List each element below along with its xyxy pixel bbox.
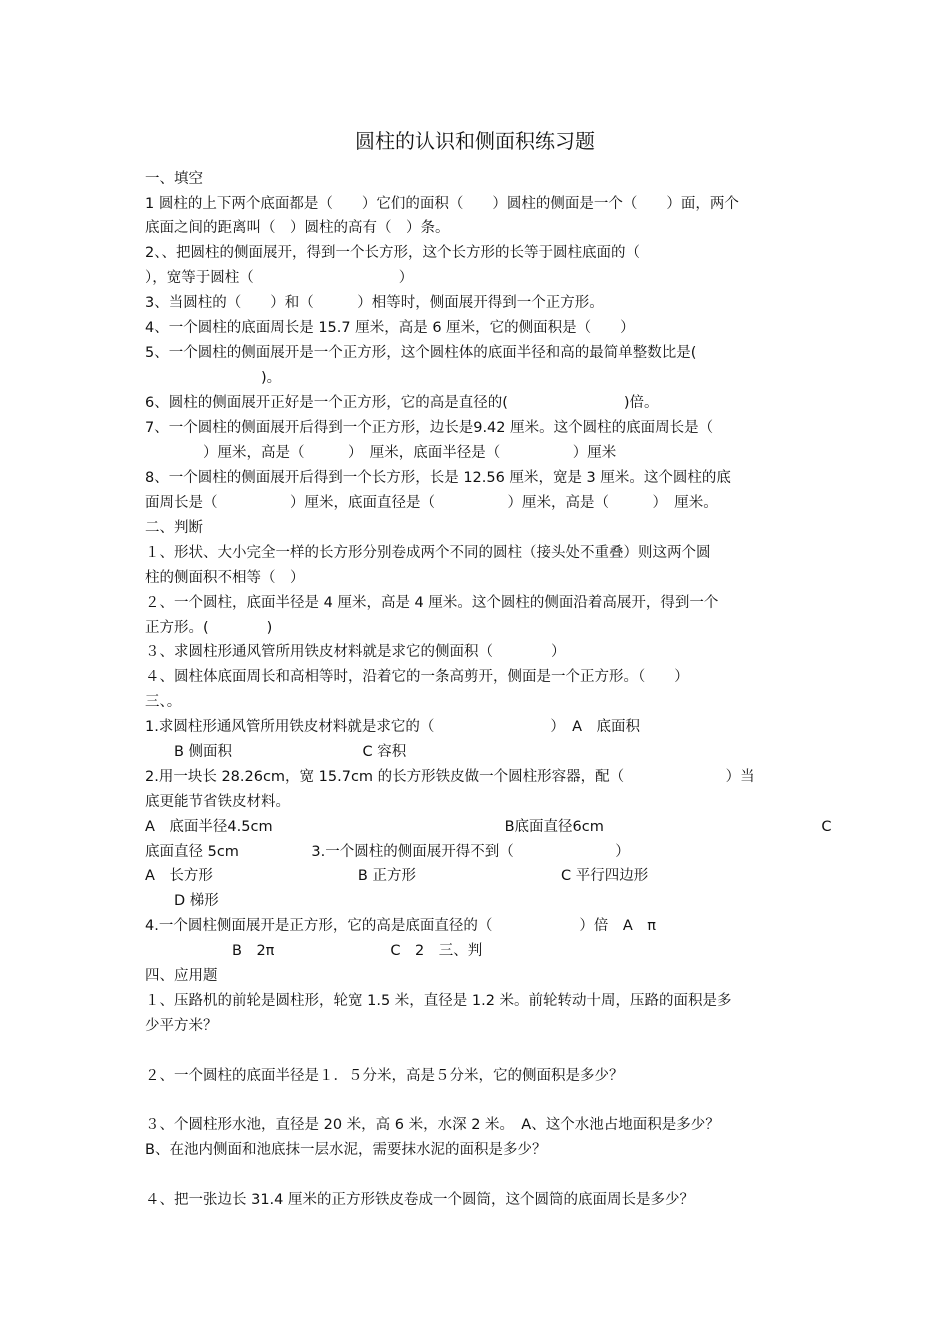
text-line: 柱的侧面积不相等（ ） (145, 570, 305, 586)
text-line: A 底面半径4.5cm B底面直径6cm C (145, 819, 832, 835)
text-line: 3、当圆柱的（ ）和（ ）相等时，侧面展开得到一个正方形。 (145, 295, 604, 311)
text-line: 6、圆柱的侧面展开正好是一个正方形，它的高是直径的( )倍。 (145, 395, 659, 411)
text-line: ４、把一张边长 31.4 厘米的正方形铁皮卷成一个圆筒，这个圆筒的底面周长是多少？ (145, 1192, 695, 1208)
text-line: 底面直径 5cm 3.一个圆柱的侧面展开得不到（ ） (145, 844, 630, 860)
text-line: 面周长是（ ）厘米，底面直径是（ ）厘米，高是（ ） 厘米。 (145, 495, 718, 511)
text-line: 1 圆柱的上下两个底面都是（ ）它们的面积（ ）圆柱的侧面是一个（ ）面，两个 (145, 196, 739, 212)
text-line: 4、一个圆柱的底面周长是 15.7 厘米，高是 6 厘米，它的侧面积是（ ） (145, 320, 635, 336)
text-line: 2.用一块长 28.26cm，宽 15.7cm 的长方形铁皮做一个圆柱形容器，配（ ）当 (145, 769, 755, 785)
text-line: 7、一个圆柱的侧面展开后得到一个正方形，边长是9.42 厘米。这个圆柱的底面周长是（ (145, 420, 714, 436)
text-line: ２、一个圆柱，底面半径是 4 厘米，高是 4 厘米。这个圆柱的侧面沿着高展开，得到一个 (145, 595, 719, 611)
text-line: 8、一个圆柱的侧面展开后得到一个长方形，长是 12.56 厘米，宽是 3 厘米。这个圆柱的底 (145, 470, 731, 486)
section-heading-choice: 三、。 (145, 694, 182, 710)
text-line: ３、求圆柱形通风管所用铁皮材料就是求它的侧面积（ ） (145, 644, 566, 660)
text-line: 1.求圆柱形通风管所用铁皮材料就是求它的（ ） A 底面积 (145, 719, 641, 735)
text-line: 底面之间的距离叫（ ）圆柱的高有（ ）条。 (145, 220, 450, 236)
text-line: B、在池内侧面和池底抹一层水泥，需要抹水泥的面积是多少？ (145, 1142, 547, 1158)
page-title: 圆柱的认识和侧面积练习题 (355, 129, 595, 153)
text-line: A 长方形 B 正方形 C 平行四边形 (145, 868, 649, 884)
text-line: １、压路机的前轮是圆柱形，轮宽 1.5 米，直径是 1.2 米。前轮转动十周，压路的面积是多 (145, 993, 732, 1009)
text-line: 底更能节省铁皮材料。 (145, 794, 290, 810)
text-line: 5、一个圆柱的侧面展开是一个正方形，这个圆柱体的底面半径和高的最简单整数比是( (145, 345, 697, 361)
text-line: )。 (145, 370, 282, 386)
text-line: ），宽等于圆柱（ ） (145, 270, 414, 286)
text-line: ４、圆柱体底面周长和高相等时，沿着它的一条高剪开，侧面是一个正方形。（ ） (145, 669, 689, 685)
text-line: D 梯形 (145, 893, 219, 909)
text-line: ）厘米，高是（ ） 厘米，底面半径是（ ）厘米 (145, 445, 617, 461)
section-heading-judge: 二、判断 (145, 520, 203, 536)
text-line: １、形状、大小完全一样的长方形分别卷成两个不同的圆柱（接头处不重叠）则这两个圆 (145, 545, 711, 561)
text-line: 2、、把圆柱的侧面展开，得到一个长方形，这个长方形的长等于圆柱底面的（ (145, 245, 640, 261)
text-line: B 侧面积 C 容积 (145, 744, 407, 760)
text-line: 正方形。( ) (145, 620, 273, 636)
section-heading-application: 四、应用题 (145, 968, 218, 984)
text-line: 少平方米？ (145, 1018, 218, 1034)
text-line: 4.一个圆柱侧面展开是正方形，它的高是底面直径的（ ）倍 A π (145, 918, 656, 934)
text-line: ３、个圆柱形水池，直径是 20 米，高 6 米，水深 2 米。 A、这个水池占地面积是多少？ (145, 1117, 720, 1133)
text-line: ２、一个圆柱的底面半径是１．５分米，高是５分米，它的侧面积是多少？ (145, 1068, 624, 1084)
section-heading-fill-in: 一、填空 (145, 171, 203, 187)
text-line: B 2π C 2 三、判 (145, 943, 483, 959)
